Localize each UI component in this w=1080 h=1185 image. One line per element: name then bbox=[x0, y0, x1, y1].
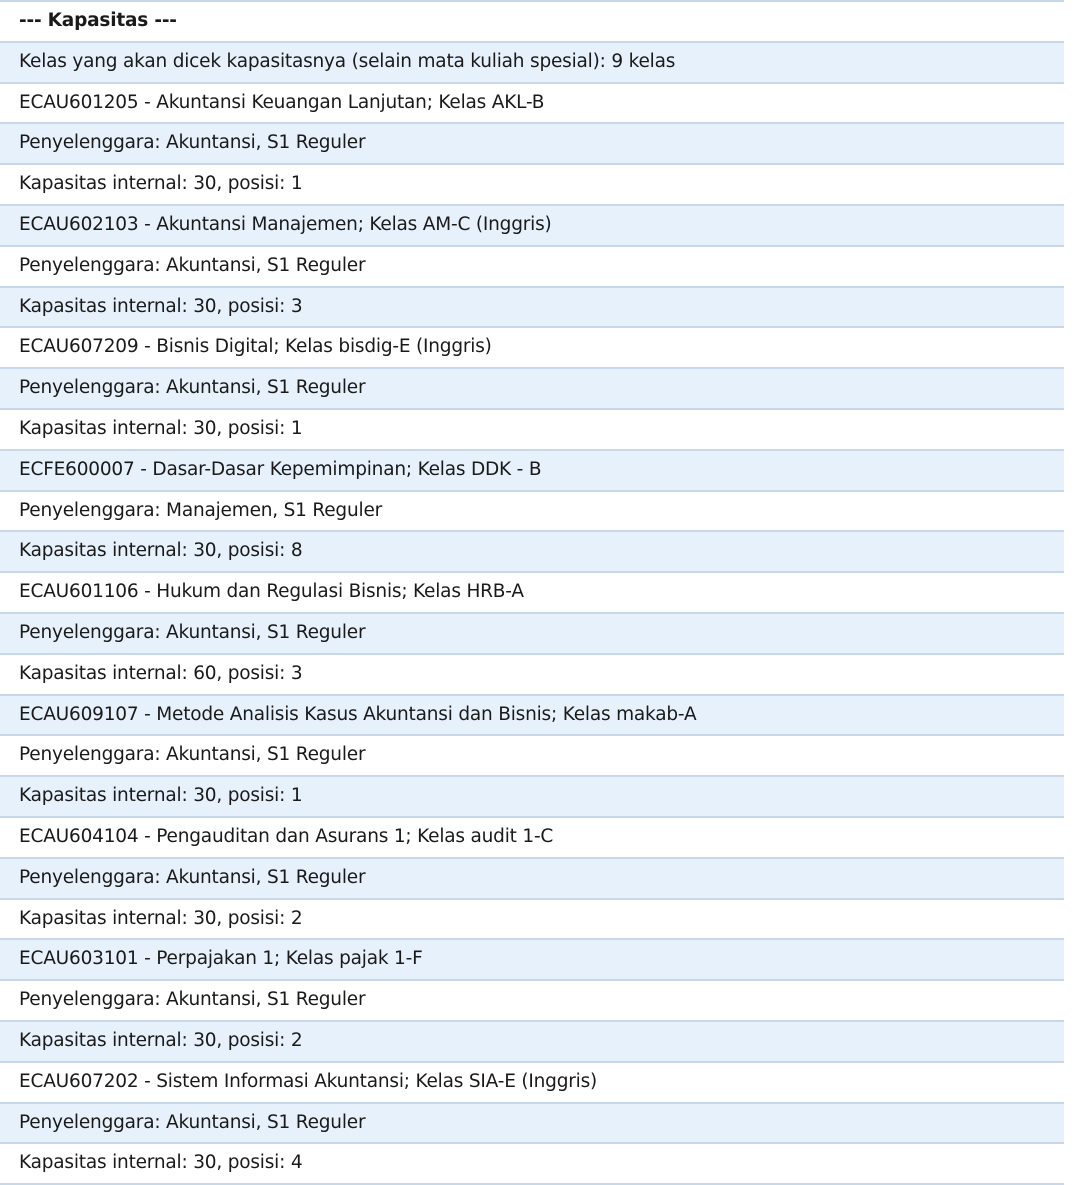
course-line: ECAU607209 - Bisnis Digital; Kelas bisdig-E (Inggris) bbox=[0, 328, 1064, 369]
summary-line: Kelas yang akan dicek kapasitasnya (selain mata kuliah spesial): 9 kelas bbox=[0, 43, 1064, 84]
course-line: ECAU601106 - Hukum dan Regulasi Bisnis; Kelas HRB-A bbox=[0, 573, 1064, 614]
organizer-line: Penyelenggara: Akuntansi, S1 Reguler bbox=[0, 614, 1064, 655]
organizer-line: Penyelenggara: Akuntansi, S1 Reguler bbox=[0, 859, 1064, 900]
capacity-line: Kapasitas internal: 30, posisi: 4 bbox=[0, 1144, 1064, 1185]
course-line: ECAU604104 - Pengauditan dan Asurans 1; Kelas audit 1-C bbox=[0, 818, 1064, 859]
section-header: --- Kapasitas --- bbox=[0, 2, 1064, 43]
capacity-line: Kapasitas internal: 30, posisi: 2 bbox=[0, 1022, 1064, 1063]
organizer-line: Penyelenggara: Akuntansi, S1 Reguler bbox=[0, 1104, 1064, 1145]
organizer-line: Penyelenggara: Akuntansi, S1 Reguler bbox=[0, 247, 1064, 288]
course-line: ECFE600007 - Dasar-Dasar Kepemimpinan; Kelas DDK - B bbox=[0, 451, 1064, 492]
organizer-line: Penyelenggara: Akuntansi, S1 Reguler bbox=[0, 369, 1064, 410]
organizer-line: Penyelenggara: Akuntansi, S1 Reguler bbox=[0, 736, 1064, 777]
course-line: ECAU609107 - Metode Analisis Kasus Akuntansi dan Bisnis; Kelas makab-A bbox=[0, 696, 1064, 737]
organizer-line: Penyelenggara: Akuntansi, S1 Reguler bbox=[0, 981, 1064, 1022]
capacity-line: Kapasitas internal: 30, posisi: 3 bbox=[0, 288, 1064, 329]
capacity-line: Kapasitas internal: 30, posisi: 2 bbox=[0, 900, 1064, 941]
organizer-line: Penyelenggara: Akuntansi, S1 Reguler bbox=[0, 124, 1064, 165]
organizer-line: Penyelenggara: Manajemen, S1 Reguler bbox=[0, 492, 1064, 533]
capacity-line: Kapasitas internal: 30, posisi: 1 bbox=[0, 165, 1064, 206]
course-line: ECAU603101 - Perpajakan 1; Kelas pajak 1-F bbox=[0, 940, 1064, 981]
course-line: ECAU607202 - Sistem Informasi Akuntansi; Kelas SIA-E (Inggris) bbox=[0, 1063, 1064, 1104]
capacity-line: Kapasitas internal: 30, posisi: 1 bbox=[0, 777, 1064, 818]
capacity-line: Kapasitas internal: 30, posisi: 8 bbox=[0, 532, 1064, 573]
course-line: ECAU602103 - Akuntansi Manajemen; Kelas AM-C (Inggris) bbox=[0, 206, 1064, 247]
course-line: ECAU601205 - Akuntansi Keuangan Lanjutan; Kelas AKL-B bbox=[0, 84, 1064, 125]
capacity-line: Kapasitas internal: 30, posisi: 1 bbox=[0, 410, 1064, 451]
capacity-line: Kapasitas internal: 60, posisi: 3 bbox=[0, 655, 1064, 696]
